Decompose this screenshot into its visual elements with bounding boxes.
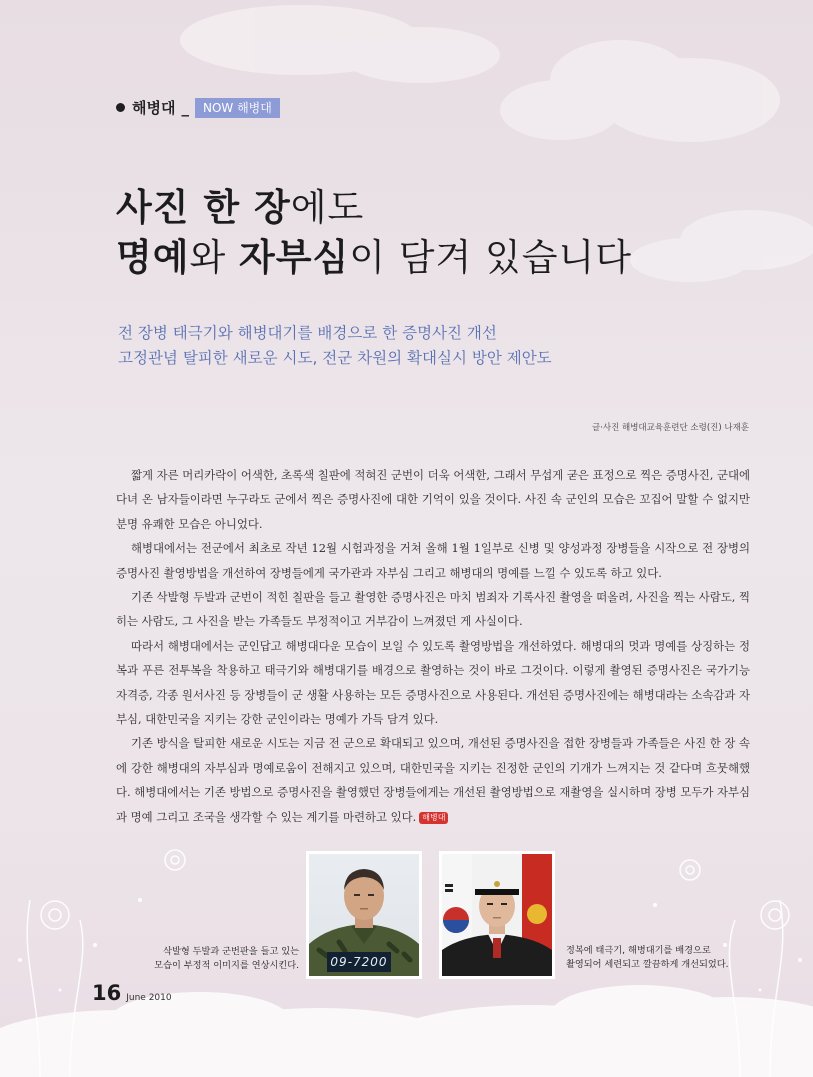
title-segment: 이 담겨 있습니다	[349, 236, 632, 279]
title-segment: 에도	[290, 186, 365, 229]
serial-number-plate: 09-7200	[327, 952, 391, 972]
caption-line: 삭발형 두발과 군번판을 들고 있는	[163, 946, 299, 957]
old-photo-caption	[154, 945, 299, 973]
article-title	[116, 183, 632, 283]
bullet-icon	[116, 103, 125, 112]
title-segment: 명예	[116, 236, 190, 279]
caption-line: 모습이 부정적 이미지를 연상시킨다.	[154, 960, 299, 971]
title-line-2	[116, 233, 632, 283]
body-paragraph-text: 기존 방식을 탈피한 새로운 시도는 지금 전 군으로 확대되고 있으며, 개선된 증명사진을 접한 장병들과 가족들은 사진 한 장 속에 강한 해병대의 자부심과 명예로움이 전해지고 있으며, 대한민국을 지키는 진정한 군인의 기개가 느껴지는 것 같다며 흐뭇해했다. 해병대에서는 기존 방법으로 증명사진을 촬영했던 장병들에게는 개선된 촬영방법으로 재촬영을 실시하며 장병 모두가 자부심과 명예 그리고 조국을 생각할 수 있는 계기를 마련하고 있다.	[116, 736, 750, 824]
byline: 글·사진 해병대교육훈련단 소령(진) 나재훈	[591, 423, 749, 433]
old-id-photo	[306, 851, 422, 979]
section-header	[116, 97, 280, 118]
article-subtitle	[118, 321, 552, 371]
new-soldier-illustration	[442, 854, 552, 976]
issue-date: June 2010	[126, 993, 172, 1003]
section-separator: _	[181, 98, 189, 117]
new-id-photo	[439, 851, 555, 979]
caption-line: 정복에 태극기, 해병대기를 배경으로	[566, 945, 711, 956]
caption-line: 촬영되어 세련되고 깔끔하게 개선되었다.	[566, 959, 729, 970]
body-paragraph: 기존 삭발형 두발과 군번이 적힌 칠판을 들고 촬영한 증명사진은 마치 범죄자 기록사진 촬영을 떠올려, 사진을 찍는 사람도, 찍히는 사람도, 그 사진을 받는 가족들도 부정적이고 거부감이 느껴졌던 게 사실이다.	[116, 590, 750, 629]
body-paragraph-last	[116, 731, 750, 829]
subtitle-line-1: 전 장병 태극기와 해병대기를 배경으로 한 증명사진 개선	[118, 324, 497, 342]
subtitle-line-2: 고정관념 탈피한 새로운 시도, 전군 차원의 확대실시 방안 제안도	[118, 349, 552, 367]
page-number: 16	[92, 981, 122, 1005]
title-segment: 사진 한 장	[116, 186, 291, 229]
section-tag: NOW 해병대	[195, 98, 280, 118]
body-paragraph: 짧게 자른 머리카락이 어색한, 초록색 칠판에 적혀진 군번이 더욱 어색한, 그래서 무섭게 굳은 표정으로 찍은 증명사진, 군대에 다녀 온 남자들이라면 누구라도 군에서 찍은 증명사진에 대한 기억이 있을 것이다. 사진 속 군인의 모습은 꼬집어 말할 수 없지만 분명 유쾌한 모습은 아니었다.	[116, 468, 750, 531]
title-segment: 자부심	[239, 236, 350, 279]
page-footer	[92, 981, 172, 1005]
body-paragraph: 따라서 해병대에서는 군인답고 해병대다운 모습이 보일 수 있도록 촬영방법을 개선하였다. 해병대의 멋과 명예를 상징하는 정복과 푸른 전투복을 착용하고 태극기와 해병대기를 배경으로 촬영하는 것이 바로 그것이다. 이렇게 촬영된 증명사진은 국가기능자격증, 각종 원서사진 등 장병들이 군 생활 사용하는 모든 증명사진으로 사용된다. 개선된 증명사진에는 해병대라는 소속감과 자부심, 대한민국을 지키는 강한 군인이라는 명예가 가득 담겨 있다.	[116, 638, 750, 727]
new-photo-caption	[566, 944, 729, 972]
title-segment: 와	[189, 236, 239, 279]
end-mark-badge: 해병대	[419, 812, 448, 824]
section-name: 해병대	[132, 99, 176, 117]
body-paragraph: 해병대에서는 전군에서 최초로 작년 12월 시험과정을 거쳐 올해 1월 1일부로 신병 및 양성과정 장병들을 시작으로 전 장병의 증명사진 촬영방법을 개선하여 장병들에게 국가관과 자부심 그리고 해병대의 명예를 느낄 수 있도록 하고 있다.	[116, 541, 750, 580]
article-body	[116, 463, 750, 829]
title-line-1	[116, 183, 632, 233]
